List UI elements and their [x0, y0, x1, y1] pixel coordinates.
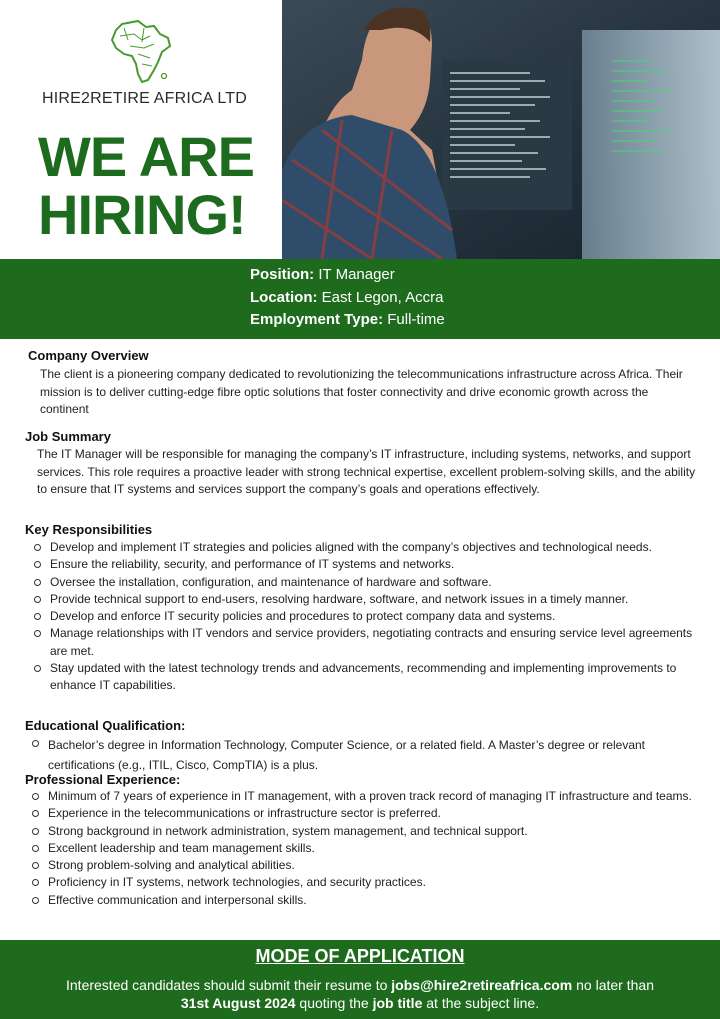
- position-value: IT Manager: [318, 266, 395, 283]
- list-item: Experience in the telecommunications or infrastructure sector is preferred.: [32, 805, 696, 822]
- programmer-at-monitors-image: [282, 0, 720, 259]
- hero-photo: [282, 0, 720, 259]
- list-item: Ensure the reliability, security, and performance of IT systems and networks.: [34, 556, 698, 573]
- key-responsibilities-heading: Key Responsibilities: [25, 522, 153, 537]
- list-item: Oversee the installation, configuration, and maintenance of hardware and software.: [34, 574, 698, 591]
- hero: [0, 0, 720, 259]
- hiring-headline: [38, 125, 254, 246]
- apply-text-4: at the subject line.: [422, 995, 540, 1011]
- company-overview-heading: Company Overview: [28, 348, 149, 363]
- position-band: [0, 259, 720, 339]
- application-deadline: 31st August 2024: [180, 995, 296, 1011]
- brand-panel: [0, 0, 282, 259]
- list-item: Stay updated with the latest technology trends and advancements, recommending and implementing improvements to enhance IT capabilities.: [34, 660, 698, 695]
- job-title-phrase: job title: [372, 995, 423, 1011]
- apply-text-2: no later than: [572, 977, 654, 993]
- list-item: Effective communication and interpersonal skills.: [32, 892, 696, 909]
- application-instructions: [0, 976, 720, 1012]
- application-email: jobs@hire2retireafrica.com: [391, 977, 573, 993]
- company-name: HIRE2RETIRE AFRICA LTD: [42, 90, 248, 107]
- application-footer: [0, 940, 720, 1019]
- professional-experience-heading: Professional Experience:: [25, 772, 181, 787]
- list-item: Bachelor’s degree in Information Technology, Computer Science, or a related field. A Master’s degree or relevant certifications (e.g., ITIL, Cisco, CompTIA) is a plus.: [32, 735, 712, 775]
- position-row: [250, 266, 395, 283]
- list-item: Strong background in network administration, system management, and technical support.: [32, 823, 696, 840]
- responsibilities-list: [34, 539, 698, 695]
- employment-type-row: [250, 311, 445, 328]
- list-item: Minimum of 7 years of experience in IT management, with a proven track record of managing IT infrastructure and teams.: [32, 788, 696, 805]
- educational-qualification-heading: Educational Qualification:: [25, 718, 186, 733]
- list-item: Strong problem-solving and analytical abilities.: [32, 857, 696, 874]
- company-overview-text: The client is a pioneering company dedicated to revolutionizing the telecommunications infrastructure across Africa. Their mission is to deliver cutting-edge fibre optic solutions that foster connectivity and drive economic growth across the continent: [40, 367, 683, 416]
- employment-type-value: Full-time: [387, 311, 445, 328]
- education-list: [32, 735, 712, 775]
- headline-line-2: HIRING!: [38, 183, 246, 246]
- position-label: Position:: [250, 266, 315, 283]
- job-summary-heading: Job Summary: [25, 429, 111, 444]
- apply-text-3: quoting the: [295, 995, 373, 1011]
- location-row: [250, 289, 443, 306]
- apply-text-1: Interested candidates should submit their resume to: [66, 977, 392, 993]
- list-item: Excellent leadership and team management skills.: [32, 840, 696, 857]
- list-item: Develop and enforce IT security policies and procedures to protect company data and systems.: [34, 608, 698, 625]
- list-item: Manage relationships with IT vendors and service providers, negotiating contracts and ensuring service level agreements are met.: [34, 625, 698, 660]
- headline-line-1: WE ARE: [38, 125, 254, 188]
- job-details: [0, 339, 720, 940]
- list-item: Develop and implement IT strategies and policies aligned with the company’s objectives and technological needs.: [34, 539, 698, 556]
- employment-type-label: Employment Type:: [250, 311, 384, 328]
- location-label: Location:: [250, 289, 318, 306]
- africa-map-logo: [108, 18, 174, 86]
- experience-list: [32, 788, 696, 909]
- list-item: Proficiency in IT systems, network technologies, and security practices.: [32, 874, 696, 891]
- mode-of-application-heading: MODE OF APPLICATION: [255, 946, 465, 966]
- job-summary-text: The IT Manager will be responsible for managing the company’s IT infrastructure, including systems, networks, and support services. This role requires a proactive leader with strong technical expertise, excellent problem-solving skills, and the ability to ensure that IT systems and services support the company’s goals and operations effectively.: [37, 447, 696, 496]
- list-item: Provide technical support to end-users, resolving hardware, software, and network issues in a timely manner.: [34, 591, 698, 608]
- location-value: East Legon, Accra: [321, 289, 444, 306]
